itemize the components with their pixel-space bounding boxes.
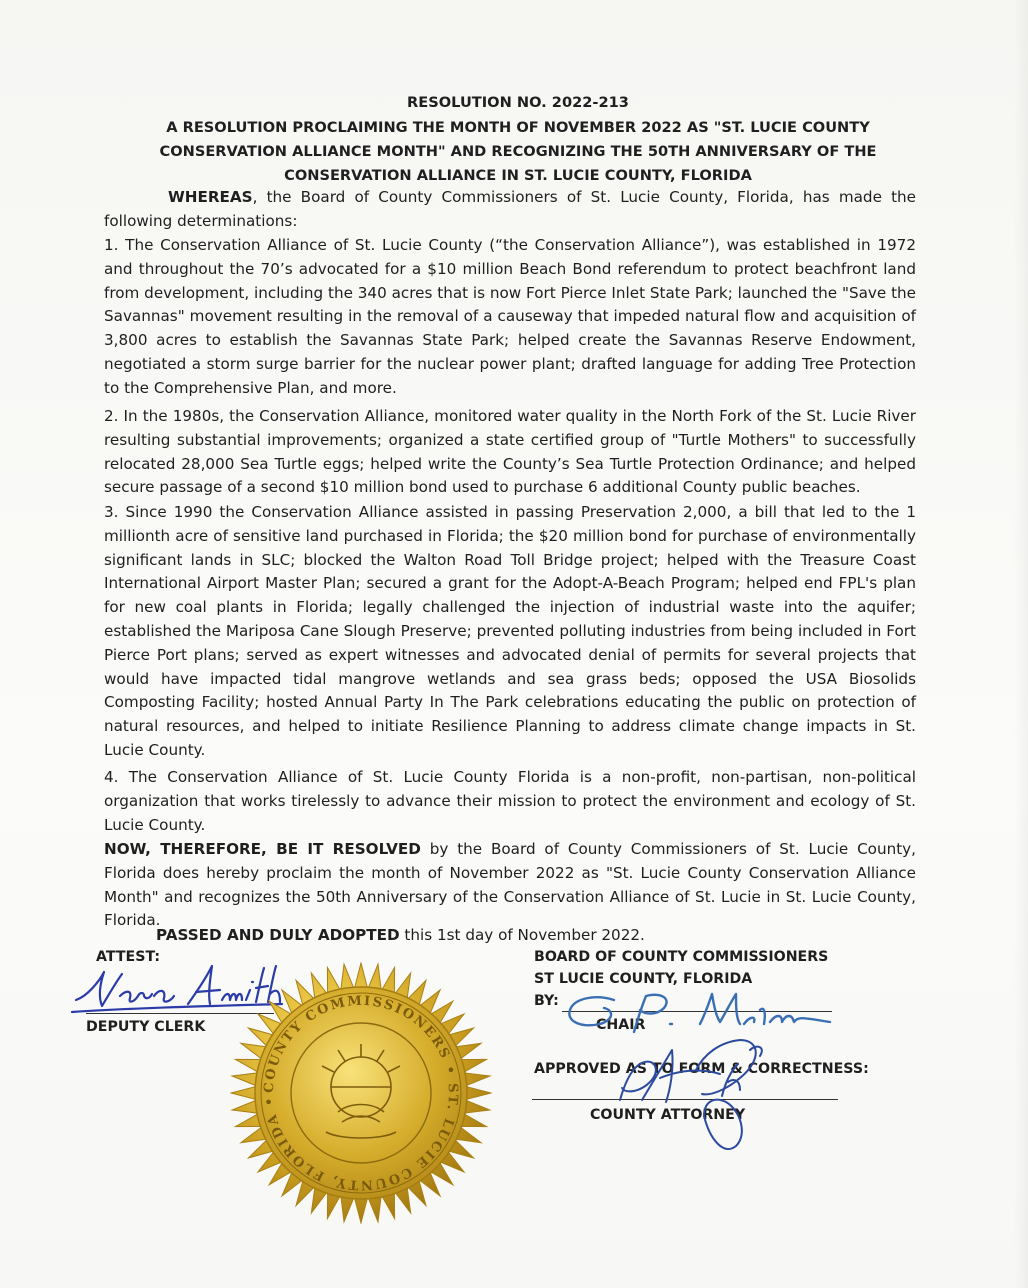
passed-text: this 1st day of November 2022.	[399, 926, 645, 944]
determination-2: 2. In the 1980s, the Conservation Alliance, monitored water quality in the North Fork of the St. Lucie River resulting substantial improvements; organized a state certified group of "Turtle Mothers" to successfully relocated 28,000 Sea Turtle eggs; helped write the County’s Sea Turtle Protection Ordinance; and helped secure passage of a second $10 million bond used to purchase 6 additional County public beaches.	[104, 407, 916, 497]
whereas-text: , the Board of County Commissioners of St. Lucie County, Florida, has made the following determinations:	[104, 188, 916, 230]
whereas-label: WHEREAS	[168, 188, 253, 206]
adoption-statement	[156, 924, 645, 946]
attest-label: ATTEST:	[96, 949, 161, 965]
determination-4: 4. The Conservation Alliance of St. Lucie County Florida is a non-profit, non-partisan, non-political organization that works tirelessly to advance their mission to protect the environment and ecology of St. Lucie County.	[104, 768, 916, 834]
board-label: BOARD OF COUNTY COMMISSIONERS	[534, 949, 829, 965]
resolved-paragraph	[104, 838, 916, 933]
attorney-signature	[600, 1030, 780, 1160]
passed-label: PASSED AND DULY ADOPTED	[156, 926, 400, 944]
determination-1: 1. The Conservation Alliance of St. Lucie County (“the Conservation Alliance”), was established in 1972 and throughout the 70’s advocated for a $10 million Beach Bond referendum to protect beachfront land from development, including the 340 acres that is now Fort Pierce Inlet State Park; launched the "Save the Savannas" movement resulting in the removal of a causeway that impeded natural flow and acquisition of 3,800 acres to establish the Savannas State Park; helped create the Savannas Reserve Endowment, negotiated a storm surge barrier for the nuclear power plant; drafted language for adding Tree Protection to the Comprehensive Plan, and more.	[104, 236, 916, 397]
approved-label: APPROVED AS TO FORM & CORRECTNESS:	[534, 1061, 869, 1077]
seal-body	[255, 987, 467, 1199]
county-attorney-label: COUNTY ATTORNEY	[590, 1107, 746, 1123]
resolved-text: by the Board of County Commissioners of St. Lucie County, Florida does hereby proclaim the month of November 2022 as "St. Lucie County Conservation Alliance Month" and recognizes the 50th Anniversary of the Conservation Alliance of St. Lucie in St. Lucie County, Florida.	[104, 840, 916, 930]
resolution-title-line-3: CONSERVATION ALLIANCE IN ST. LUCIE COUNTY, FLORIDA	[284, 167, 752, 184]
page-edge-shadow	[1014, 0, 1028, 1288]
county-label: ST LUCIE COUNTY, FLORIDA	[534, 971, 753, 987]
resolved-label: NOW, THEREFORE, BE IT RESOLVED	[104, 840, 421, 858]
seal-text: COUNTY COMMISSIONERS • ST. LUCIE COUNTY, FLORIDA •	[261, 993, 461, 1193]
county-seal	[230, 962, 492, 1224]
resolution-number: RESOLUTION NO. 2022-213	[407, 94, 629, 111]
resolution-title-line-2: CONSERVATION ALLIANCE MONTH" AND RECOGNIZING THE 50TH ANNIVERSARY OF THE	[159, 143, 877, 160]
whereas-paragraph	[104, 186, 916, 234]
determination-3: 3. Since 1990 the Conservation Alliance assisted in passing Preservation 2,000, a bill that led to the 1 millionth acre of sensitive land purchased in Florida; the $20 million bond for purchase of environmentally significant lands in SLC; blocked the Walton Road Toll Bridge project; helped with the Treasure Coast International Airport Master Plan; secured a grant for the Adopt-A-Beach Program; helped end FPL's plan for new coal plants in Florida; legally challenged the injection of industrial waste into the aquifer; established the Mariposa Cane Slough Preserve; prevented polluting industries from being included in Fort Pierce Port plans; served as expert witnesses and advocated denial of permits for several projects that would have impacted tidal mangrove wetlands and sea grass beds; opposed the USA Biosolids Composting Facility; hosted Annual Party In The Park celebrations educating the public on protection of natural resources, and helped to initiate Resilience Planning to address climate change impacts in St. Lucie County.	[104, 503, 916, 759]
chair-label: CHAIR	[596, 1017, 646, 1033]
deputy-clerk-label: DEPUTY CLERK	[86, 1019, 206, 1035]
by-label: BY:	[534, 993, 559, 1009]
resolution-title-line-1: A RESOLUTION PROCLAIMING THE MONTH OF NOVEMBER 2022 AS "ST. LUCIE COUNTY	[166, 119, 870, 136]
